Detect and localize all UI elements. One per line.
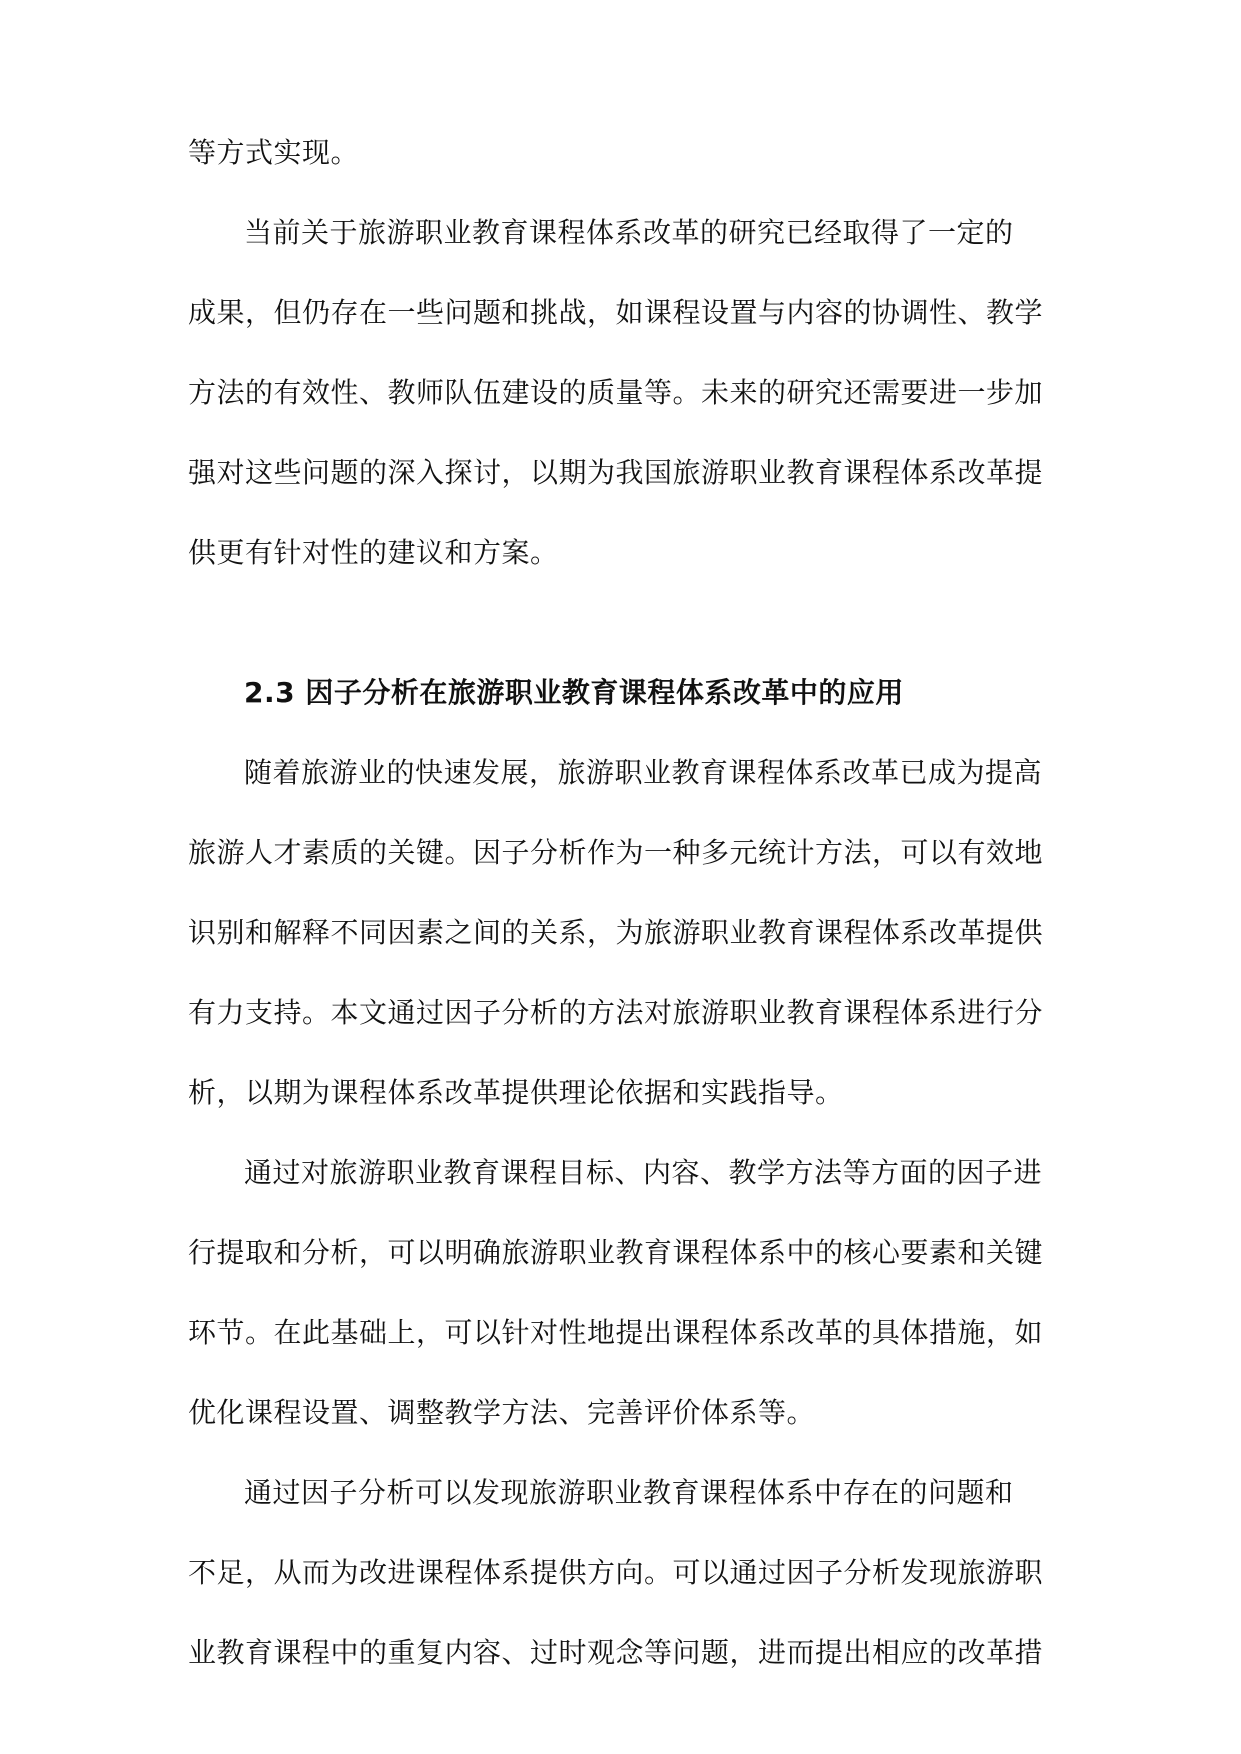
paragraph-line: 旅游人才素质的关键。因子分析作为一种多元统计方法，可以有效地: [188, 836, 1044, 869]
section-gap: [188, 593, 1058, 653]
paragraph-line: 优化课程设置、调整教学方法、完善评价体系等。: [188, 1396, 816, 1429]
body-text: [188, 113, 1058, 1693]
section-heading: 2.3 因子分析在旅游职业教育课程体系改革中的应用: [244, 676, 904, 709]
paragraph-line: 行提取和分析，可以明确旅游职业教育课程体系中的核心要素和关键: [188, 1236, 1044, 1269]
paragraph-line: 强对这些问题的深入探讨，以期为我国旅游职业教育课程体系改革提: [188, 456, 1044, 489]
paragraph-line: 环节。在此基础上，可以针对性地提出课程体系改革的具体措施，如: [188, 1316, 1044, 1349]
paragraph-line: 识别和解释不同因素之间的关系，为旅游职业教育课程体系改革提供: [188, 916, 1044, 949]
paragraph-line: 随着旅游业的快速发展，旅游职业教育课程体系改革已成为提高: [244, 756, 1043, 789]
paragraph-line: 有力支持。本文通过因子分析的方法对旅游职业教育课程体系进行分: [188, 996, 1044, 1029]
paragraph-line: 业教育课程中的重复内容、过时观念等问题，进而提出相应的改革措: [188, 1636, 1044, 1669]
paragraph-line: 通过因子分析可以发现旅游职业教育课程体系中存在的问题和: [244, 1476, 1014, 1509]
paragraph-line: 不足，从而为改进课程体系提供方向。可以通过因子分析发现旅游职: [188, 1556, 1044, 1589]
paragraph-line: 析，以期为课程体系改革提供理论依据和实践指导。: [188, 1076, 844, 1109]
paragraph-line: 方法的有效性、教师队伍建设的质量等。未来的研究还需要进一步加: [188, 376, 1044, 409]
paragraph-line: 成果，但仍存在一些问题和挑战，如课程设置与内容的协调性、教学: [188, 296, 1044, 329]
paragraph-line: 供更有针对性的建议和方案。: [188, 536, 559, 569]
paragraph-line: 等方式实现。: [188, 136, 360, 169]
paragraph-line: 当前关于旅游职业教育课程体系改革的研究已经取得了一定的: [244, 216, 1014, 249]
paragraph-line: 通过对旅游职业教育课程目标、内容、教学方法等方面的因子进: [244, 1156, 1043, 1189]
